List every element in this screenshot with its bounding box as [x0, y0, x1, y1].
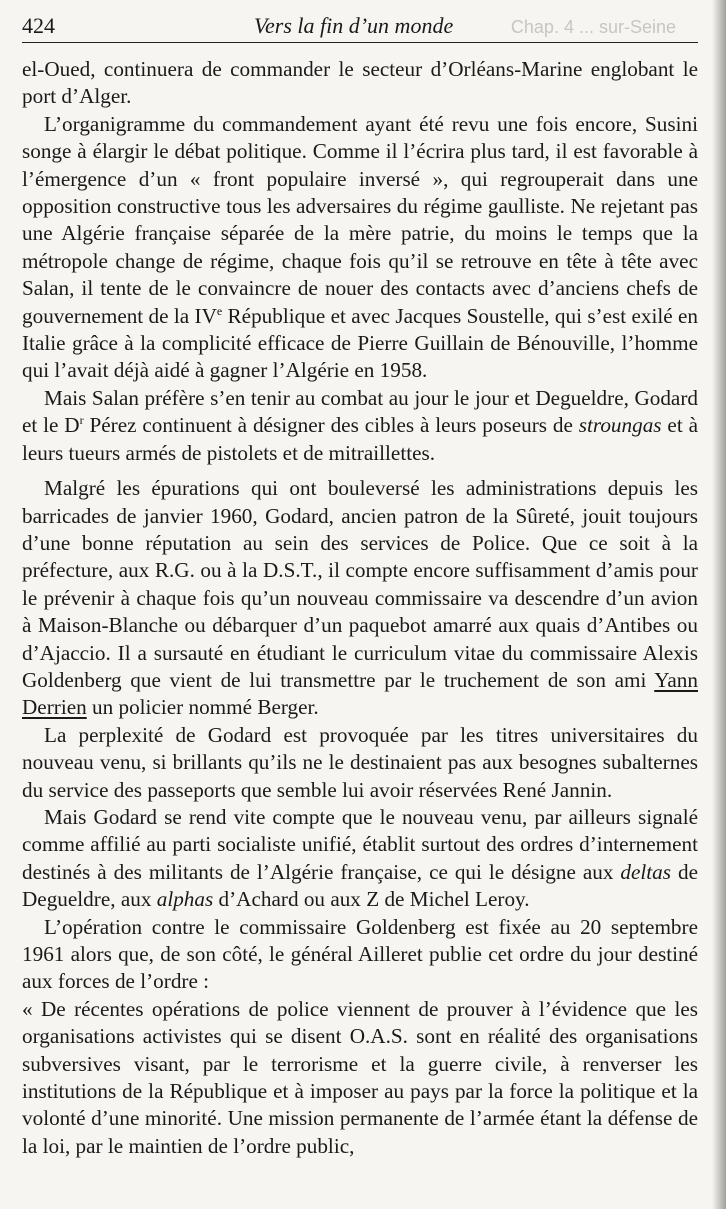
page-header	[22, 12, 698, 43]
paragraph-6-b: de Degueldre, aux	[22, 859, 698, 912]
paragraph-4	[22, 475, 698, 722]
paragraph-1: el-Oued, continuera de commander le secteur d’Orléans-Marine englobant le port d’Alger.	[22, 57, 698, 109]
paragraph-3-c: et à leurs tueurs armés de pistolets et de mitraillettes.	[22, 413, 698, 465]
italic-term: alphas	[156, 887, 214, 912]
paragraph-6-c: d’Achard ou aux Z de Michel Leroy.	[213, 887, 530, 912]
paragraph-3-b: Pérez continuent à désigner des cibles à leurs poseurs de	[83, 413, 579, 438]
superscript: r	[79, 413, 84, 428]
body-text	[22, 56, 698, 1160]
page-edge-shadow	[712, 0, 726, 1209]
paragraph-2-end: République et avec Jacques Soustelle, qui s’est exilé en Italie grâce à la complicité efficace de Pierre Guillain de Bénouville, l’homme qui l’avait déjà aidé à gagner l’Algérie en 1958.	[22, 303, 699, 383]
paragraph-3-a: Mais Salan préfère s’en tenir au combat au jour le jour et Degueldre, Godard et le D	[22, 385, 698, 438]
page-number: 424	[22, 13, 55, 38]
paragraph-4-b: un policier nommé Berger.	[86, 695, 319, 720]
paragraph-6	[22, 804, 698, 914]
paragraph-5: La perplexité de Godard est provoquée par les titres universitaires du nouveau venu, si brillants qu’ils ne le destinaient pas aux besognes subalternes du service des passeports que semble lui avoir réservées René Jannin.	[22, 722, 698, 802]
italic-term: stroungas	[578, 413, 662, 438]
superscript: e	[216, 303, 223, 318]
paragraph-6-a: Mais Godard se rend vite compte que le nouveau venu, par ailleurs signalé comme affilié au parti socialiste unifié, établit surtout des ordres d’internement destinés à des militants de l’Algérie française, ce qui le désigne aux	[22, 804, 698, 884]
paragraph-2	[22, 111, 698, 385]
paragraph-4-a: Malgré les épurations qui ont bouleversé les administrations depuis les barricades de janvier 1960, Godard, ancien patron de la Sûreté, jouit toujours d’une bonne réputation au sein des services de Police. Que ce soit à la préfecture, aux R.G. ou à la D.S.T., il compte encore suffisamment d’amis pour le prévenir à chaque fois qu’un nouveau commissaire va descendre d’un avion à Maison-Blanche ou débarquer d’un paquebot amarré aux quais d’Antibes ou d’Ajaccio. Il a sursauté en étudiant le curriculum vitae du commissaire Alexis Goldenberg que vient de lui transmettre par le truchement de son ami	[22, 476, 698, 692]
running-title: Vers la fin d’un monde	[254, 13, 454, 38]
italic-term: deltas	[620, 859, 672, 884]
paragraph-2-text: L’organigramme du commandement ayant été revu une fois encore, Susini songe à élargir le débat politique. Comme il l’écrira plus tard, il est favorable à l’émergence d’un « front populaire inversé », qui regrouperait dans une opposition constructive tous les adversaires du régime gaulliste. Ne rejetant pas une Algérie française séparée de la mère patrie, du moins le temps que la métropole change de régime, chaque fois qu’il se retrouve en tête à tête avec Salan, il tente de le convaincre de nouer des contacts avec d’anciens chefs de gouvernement de la IV	[22, 111, 698, 328]
underlined-name: Yann Derrien	[22, 667, 698, 720]
quote-paragraph: « De récentes opérations de police viennent de prouver à l’évidence que les organisations activistes qui se disent O.A.S. sont en réalité des organisations subversives visant, par le terrorisme et la guerre civile, à renverser les institutions de la République et à imposer au pays par la force la politique et la volonté d’une minorité. Une mission permanente de l’armée étant la défense de la loi, par le maintien de l’ordre public,	[22, 996, 698, 1158]
bleed-through-text: Chap. 4 ... sur-Seine	[510, 17, 676, 37]
paragraph-7: L’opération contre le commissaire Goldenberg est fixée au 20 septembre 1961 alors que, de son côté, le général Ailleret publie cet ordre du jour destiné aux forces de l’ordre :	[22, 914, 698, 994]
paragraph-3	[22, 385, 698, 467]
